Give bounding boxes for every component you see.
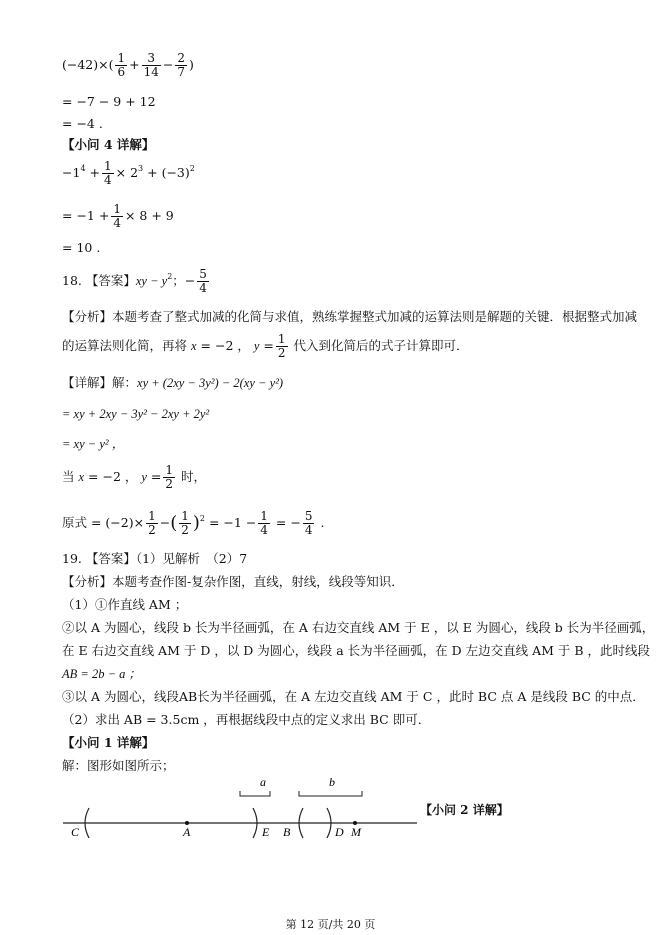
page-footer: 第 12 页/共 20 页 <box>285 918 376 931</box>
q18-step-2: = xy − y² ， <box>62 437 125 451</box>
label-d: D <box>335 825 344 839</box>
q19-part-2: ②以 A 为圆心，线段 b 长为半径画弧，在 A 右边交直线 AM 于 E ，以 E 为圆心，线段 b 长为半径画弧， <box>62 620 655 635</box>
segment-b <box>299 791 362 796</box>
q18-analysis-2: 的运算法则化简，再将 x = −2 ， y = $\frac{1}{2}$ 代入到化简后的式子计算即可． <box>62 332 469 360</box>
q18-original: 原式 = (−2)× $\frac{1}{2}$ −( $\frac{1}{2}$ )$^2$ = −1 − $\frac{1}{4}$ = − $\frac{5}{4}$ . <box>62 509 325 537</box>
expr-line-7: = 10 . <box>62 240 101 255</box>
q19-part-1: （1）①作直线 AM ； <box>62 597 188 612</box>
expr-line-1: (−42)×( $\frac{1}{6}$ + $\frac{3}{14}$ − $\frac{2}{7}$ ) <box>62 51 194 79</box>
segment-a <box>240 791 270 796</box>
label-b: b <box>329 775 335 789</box>
q18-when: 当 x = −2 ， y = $\frac{1}{2}$ 时， <box>62 463 206 491</box>
heading-q19-1: 【小问 1 详解】 <box>62 735 155 750</box>
q19-analysis: 【分析】本题考查作图-复杂作图，直线，射线，线段等知识． <box>62 574 404 589</box>
q18-step-1: = xy + 2xy − 3y² − 2xy + 2y² <box>62 407 210 421</box>
label-m: M <box>351 825 361 839</box>
q19-part-3: 在 E 右边交直线 AM 于 D ，以 D 为圆心，线段 a 长为半径画弧，在 D 左边交直线 AM 于 B ，此时线段 <box>62 643 651 658</box>
label-a: a <box>260 775 266 789</box>
q18-analysis-1: 【分析】本题考查了整式加减的化简与求值，熟练掌握整式加减的运算法则是解题的关键．根据整式加减 <box>62 309 638 324</box>
label-point-b: B <box>283 825 291 839</box>
q18-detail: 【详解】解：xy + (2xy − 3y²) − 2(xy − y²) <box>62 375 284 390</box>
q19-solution: 解：图形如图所示； <box>62 758 175 773</box>
q19-part-6: （2）求出 AB = 3.5cm ，再根据线段中点的定义求出 BC 即可． <box>62 712 431 727</box>
expr-line-5: $-1^4$ + $\frac{1}{4}$ × $2^3 + (-3)^2$ <box>62 159 195 187</box>
expr-line-2: = −7 − 9 + 12 <box>62 94 156 109</box>
label-c: C <box>71 825 80 839</box>
label-e: E <box>262 825 270 839</box>
heading-q19-2: 【小问 2 详解】 <box>420 803 509 817</box>
construction-figure <box>55 770 425 850</box>
q18-answer: 18. 【答案】xy − $y^2$；− $\frac{5}{4}$ <box>62 267 207 295</box>
q19-part-4: AB = 2b − a ； <box>62 667 142 681</box>
expr-line-6: = −1 + $\frac{1}{4}$ × 8 + 9 <box>62 202 174 230</box>
expr-line-3: = −4 . <box>62 116 103 131</box>
label-point-a: A <box>183 825 191 839</box>
q19-part-5: ③以 A 为圆心，线段AB长为半径画弧，在 A 左边交直线 AM 于 C ，此时 BC 点 A 是线段 BC 的中点． <box>62 689 645 704</box>
heading-q4: 【小问 4 详解】 <box>62 137 155 152</box>
q19-answer: 19. 【答案】（1）见解析 （2）7 <box>62 551 248 566</box>
